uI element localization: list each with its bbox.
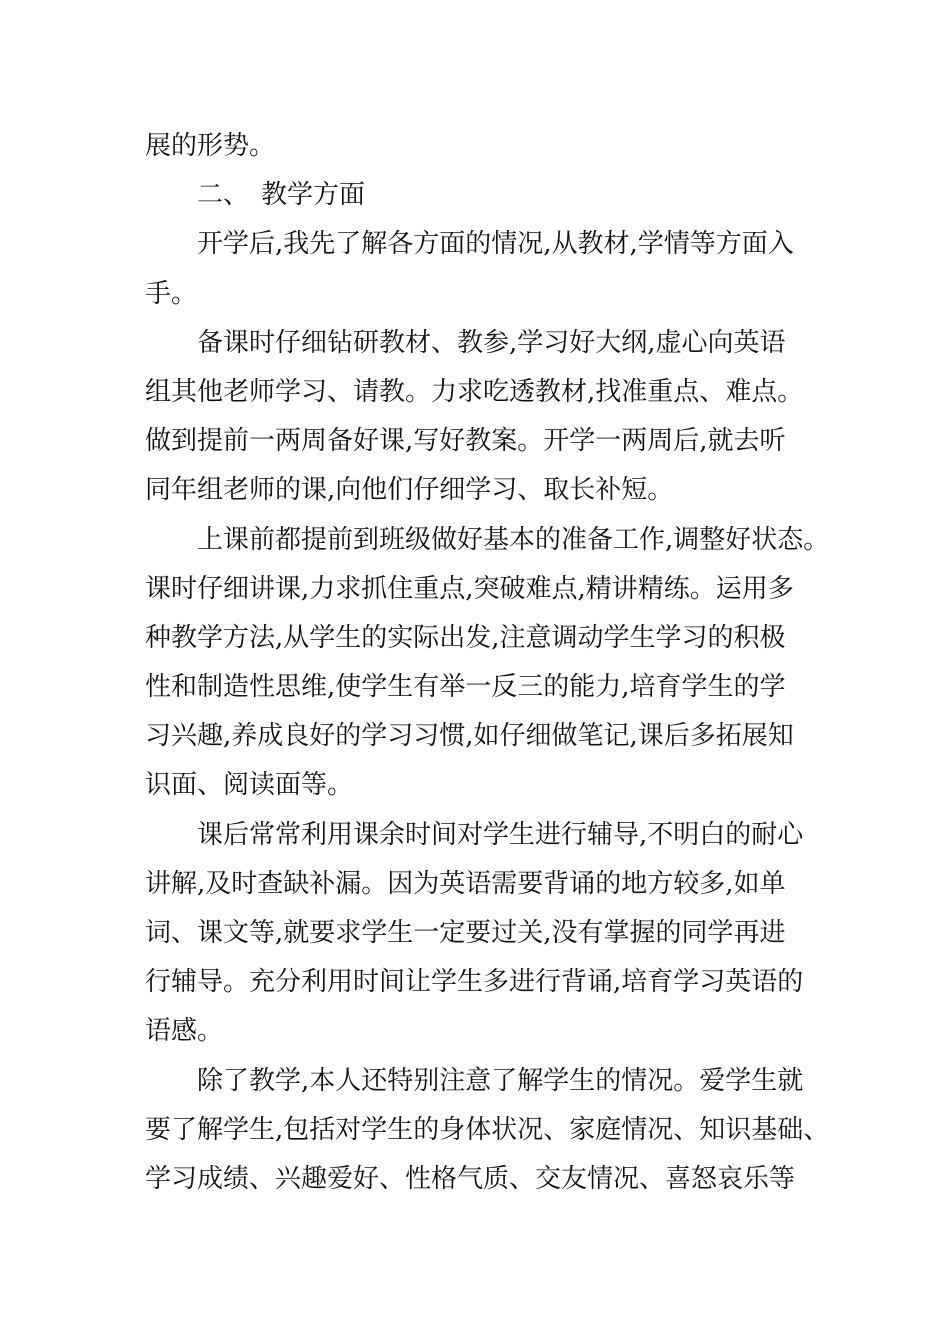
section-title: 教学方面 xyxy=(261,180,366,211)
text-line: 种教学方法,从学生的实际出发,注意调动学生学习的积极 xyxy=(145,622,786,653)
body-text xyxy=(145,122,830,1204)
text-line: 行辅导。充分利用时间让学生多进行背诵,培育学习英语的 xyxy=(145,967,804,998)
text-line: 性和制造性思维,使学生有举一反三的能力,培育学生的学 xyxy=(145,672,786,703)
text-line: 做到提前一两周备好课,写好教案。开学一两周后,就去听 xyxy=(145,426,786,457)
text-line: 识面、阅读面等。 xyxy=(145,770,354,801)
paragraph-first-line: 除了教学,本人还特别注意了解学生的情况。爱学生就 xyxy=(197,1065,804,1096)
text-line: 学习成绩、兴趣爱好、性格气质、交友情况、喜怒哀乐等 xyxy=(145,1163,796,1194)
text-line: 组其他老师学习、请教。力求吃透教材,找准重点、难点。 xyxy=(145,376,804,407)
text-line: 讲解,及时查缺补漏。因为英语需要背诵的地方较多,如单 xyxy=(145,868,786,899)
paragraph-first-line: 开学后,我先了解各方面的情况,从教材,学情等方面入 xyxy=(197,229,794,260)
paragraph-first-line: 备课时仔细钻研教材、教参,学习好大纲,虚心向英语 xyxy=(197,327,786,358)
text-line: 课时仔细讲课,力求抓住重点,突破难点,精讲精练。运用多 xyxy=(145,573,794,604)
paragraph-first-line: 上课前都提前到班级做好基本的准备工作,调整好状态。 xyxy=(197,524,830,555)
paragraph-first-line: 课后常常利用课余时间对学生进行辅导,不明白的耐心 xyxy=(197,819,804,850)
text-line: 手。 xyxy=(145,278,198,309)
section-number: 二、 xyxy=(197,180,250,211)
text-line: 要了解学生,包括对学生的身体状况、家庭情况、知识基础、 xyxy=(145,1114,830,1145)
text-line: 习兴趣,养成良好的学习习惯,如仔细做笔记,课后多拓展知 xyxy=(145,721,794,752)
text-line: 展的形势。 xyxy=(145,131,276,161)
text-line: 同年组老师的课,向他们仔细学习、取长补短。 xyxy=(145,475,674,506)
section-heading xyxy=(145,171,825,220)
text-line: 语感。 xyxy=(145,1016,224,1047)
text-line: 词、课文等,就要求学生一定要过关,没有掌握的同学再进 xyxy=(145,918,786,948)
